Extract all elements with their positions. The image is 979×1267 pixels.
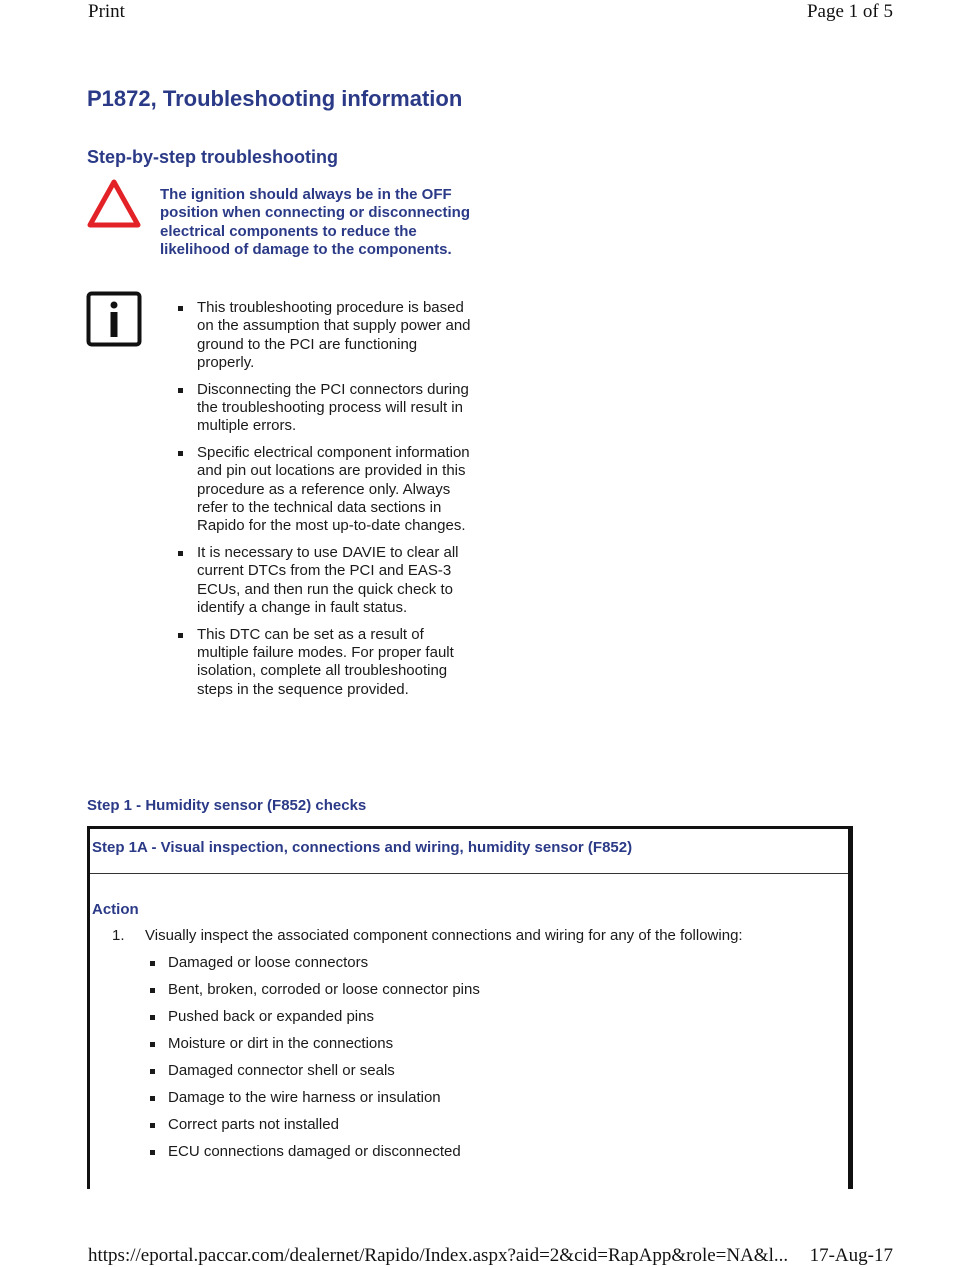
source-url: https://eportal.paccar.com/dealernet/Rapido/Index.aspx?aid=2&cid=RapApp&role=NA&l... (88, 1245, 789, 1266)
info-note: It is necessary to use DAVIE to clear all current DTCs from the PCI and EAS-3 ECUs, and then run the quick check to identify a change in fault status. (178, 544, 478, 617)
print-date: 17-Aug-17 (809, 1245, 893, 1266)
info-note: Disconnecting the PCI connectors during the troubleshooting process will result in multiple errors. (178, 381, 478, 436)
print-header-label: Print (88, 1, 125, 22)
checklist-item: Bent, broken, corroded or loose connector pins (150, 981, 750, 1008)
action-number: 1. (112, 927, 125, 944)
step-1a-heading: Step 1A - Visual inspection, connections and wiring, humidity sensor (F852) (92, 839, 633, 856)
warning-triangle-icon (86, 178, 142, 230)
section-title: Step-by-step troubleshooting (87, 147, 338, 167)
page-number: Page 1 of 5 (806, 1, 893, 22)
checklist-item: Damaged connector shell or seals (150, 1062, 750, 1089)
checklist-item: Moisture or dirt in the connections (150, 1035, 750, 1062)
action-text: Visually inspect the associated component connections and wiring for any of the following: (145, 927, 743, 944)
page-title: P1872, Troubleshooting information (87, 86, 463, 111)
info-icon (86, 291, 142, 347)
info-note: This DTC can be set as a result of multiple failure modes. For proper fault isolation, complete all troubleshooting steps in the sequence provided. (178, 626, 478, 699)
info-note: This troubleshooting procedure is based on the assumption that supply power and ground to the PCI are functioning properly. (178, 299, 478, 372)
checklist-item: Damaged or loose connectors (150, 954, 750, 981)
info-notes-list (178, 299, 478, 707)
info-note: Specific electrical component information and pin out locations are provided in this procedure as a reference only. Always refer to the technical data sections in Rapido for the most up-to-date changes. (178, 444, 478, 535)
step-1a-table (87, 826, 853, 1189)
step-1a-table-header (90, 829, 848, 874)
checklist-item: Correct parts not installed (150, 1116, 750, 1143)
checklist-item: ECU connections damaged or disconnected (150, 1143, 750, 1170)
inspection-checklist (150, 954, 750, 1170)
caution-text: The ignition should always be in the OFF position when connecting or disconnecting electrical components to reduce the likelihood of damage to the components. (160, 186, 471, 258)
checklist-item: Pushed back or expanded pins (150, 1008, 750, 1035)
action-label: Action (92, 901, 139, 918)
step-1-heading: Step 1 - Humidity sensor (F852) checks (87, 797, 367, 814)
checklist-item: Damage to the wire harness or insulation (150, 1089, 750, 1116)
